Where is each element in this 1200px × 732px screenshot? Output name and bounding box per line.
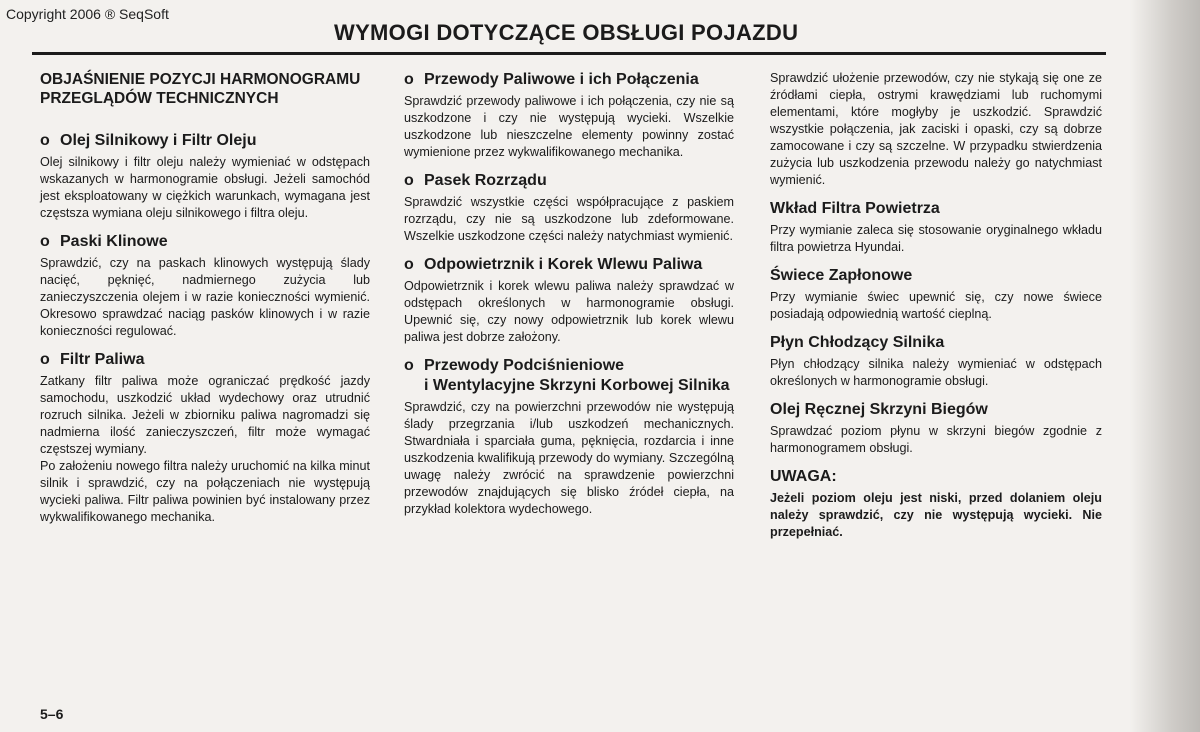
- section-text: Płyn chłodzący silnika należy wymieniać w odstępach określonych w harmonogramie obsługi.: [770, 357, 1102, 388]
- column-3: [770, 70, 1102, 541]
- title-divider: [32, 52, 1106, 55]
- section-text: Sprawdzić przewody paliwowe i ich połączenia, czy nie są uszkodzone i czy nie występują wycieki. Wszelkie uszkodzone lub nieszczelne elementy powinny zostać wymienione przez wykwalifikowanego mechanika.: [404, 94, 734, 159]
- page-edge-shadow: [1130, 0, 1200, 732]
- column-2: [404, 70, 734, 518]
- section-text: Sprawdzić, czy na paskach klinowych występują ślady nacięć, pęknięć, nadmiernego zużycia lub zanieczyszczenia olejem i w razie konieczności wymienić. Okresowo sprawdzać naciąg pasków klinowych i w razie konieczności regulować.: [40, 256, 370, 338]
- section-title: o Przewody Paliwowe i ich Połączenia: [404, 71, 699, 88]
- bullet-symbol: o: [40, 351, 50, 368]
- bullet-symbol: o: [404, 172, 414, 189]
- section-text: Po założeniu nowego filtra należy uruchomić na kilka minut silnik i sprawdzić, czy na połączeniach nie występują wycieki paliwa. Filtr paliwa powinien być instalowany przez wykwalifikowanego mechanika.: [40, 459, 370, 524]
- section-text: Sprawdzać poziom płynu w skrzyni biegów zgodnie z harmonogramem obsługi.: [770, 424, 1102, 455]
- warning-title: UWAGA:: [770, 468, 837, 485]
- section-title: Świece Zapłonowe: [770, 267, 913, 284]
- section-title: o Olej Silnikowy i Filtr Oleju: [40, 132, 257, 149]
- bullet-symbol: o: [404, 357, 414, 374]
- section-title: o Odpowietrznik i Korek Wlewu Paliwa: [404, 256, 703, 273]
- column-1: [40, 70, 370, 526]
- section-text: Sprawdzić wszystkie części współpracujące z paskiem rozrządu, czy nie są uszkodzone lub zdeformowane. Wszelkie uszkodzone części należy natychmiast wymienić.: [404, 195, 734, 243]
- section-text: Przy wymianie świec upewnić się, czy nowe świece posiadają odpowiednią wartość cieplną.: [770, 290, 1102, 321]
- copyright-notice: Copyright 2006 ® SeqSoft: [6, 6, 169, 22]
- section-text: Odpowietrznik i korek wlewu paliwa należy sprawdzać w odstępach określonych w harmonogramie obsługi. Upewnić się, czy nowy odpowietrznik lub korek wlewu paliwa jest dobrze założony.: [404, 279, 734, 344]
- page-number: 5–6: [40, 706, 64, 722]
- section-title: Olej Ręcznej Skrzyni Biegów: [770, 401, 988, 418]
- section-title: Wkład Filtra Powietrza: [770, 200, 940, 217]
- section-text: Sprawdzić, czy na powierzchni przewodów nie występują ślady przegrzania i/lub uszkodzeń mechanicznych. Stwardniała i sparciała guma, pęknięcia, rozdarcia i inne uszkodzenia kwalifikują przewody do wymiany. Szczególną uwagę należy zwrócić na sprawdzenie powierzchni przewodów znajdujących się blisko źródeł ciepła, na przykład kolektora wydechowego.: [404, 400, 734, 516]
- section-title: o Paski Klinowe: [40, 233, 168, 250]
- main-heading: OBJAŚNIENIE POZYCJI HARMONOGRAMU PRZEGLĄDÓW TECHNICZNYCH: [40, 71, 361, 107]
- bullet-symbol: o: [40, 132, 50, 149]
- bullet-symbol: o: [40, 233, 50, 250]
- intro-text: Sprawdzić ułożenie przewodów, czy nie stykają się one ze źródłami ciepła, ostrymi krawędziami lub ruchomymi elementami, które mogłyby je uszkodzić. Sprawdzić wszystkie połączenia, jak zaciski i opaski, czy są dobrze zamocowane i czy są szczelne. W przypadku stwierdzenia zużycia lub uszkodzenia przewodu należy go natychmiast wymienić.: [770, 71, 1102, 187]
- warning-text: Jeżeli poziom oleju jest niski, przed dolaniem oleju należy sprawdzić, czy nie występują wycieki. Nie przepełniać.: [770, 491, 1102, 539]
- section-text: Zatkany filtr paliwa może ograniczać prędkość jazdy samochodu, uszkodzić układ wydechowy oraz utrudnić rozruch silnika. Jeżeli w zbiorniku paliwa nagromadzi się nadmierna ilość zanieczyszczeń, filtr może wymagać częstszej wymiany.: [40, 374, 370, 456]
- section-title: Płyn Chłodzący Silnika: [770, 334, 945, 351]
- bullet-symbol: o: [404, 256, 414, 273]
- section-text: Przy wymianie zaleca się stosowanie oryginalnego wkładu filtra powietrza Hyundai.: [770, 223, 1102, 254]
- section-title: o Filtr Paliwa: [40, 351, 145, 368]
- section-title: o Przewody Podciśnieniowe i Wentylacyjne Skrzyni Korbowej Silnika: [404, 357, 730, 394]
- bullet-symbol: o: [404, 71, 414, 88]
- page-title: WYMOGI DOTYCZĄCE OBSŁUGI POJAZDU: [334, 20, 799, 45]
- section-text: Olej silnikowy i filtr oleju należy wymieniać w odstępach wskazanych w harmonogramie obsługi. Jeżeli samochód jest eksploatowany w ciężkich warunkach, wymagana jest częstsza wymiana oleju silnikowego i filtra oleju.: [40, 155, 370, 220]
- section-title: o Pasek Rozrządu: [404, 172, 547, 189]
